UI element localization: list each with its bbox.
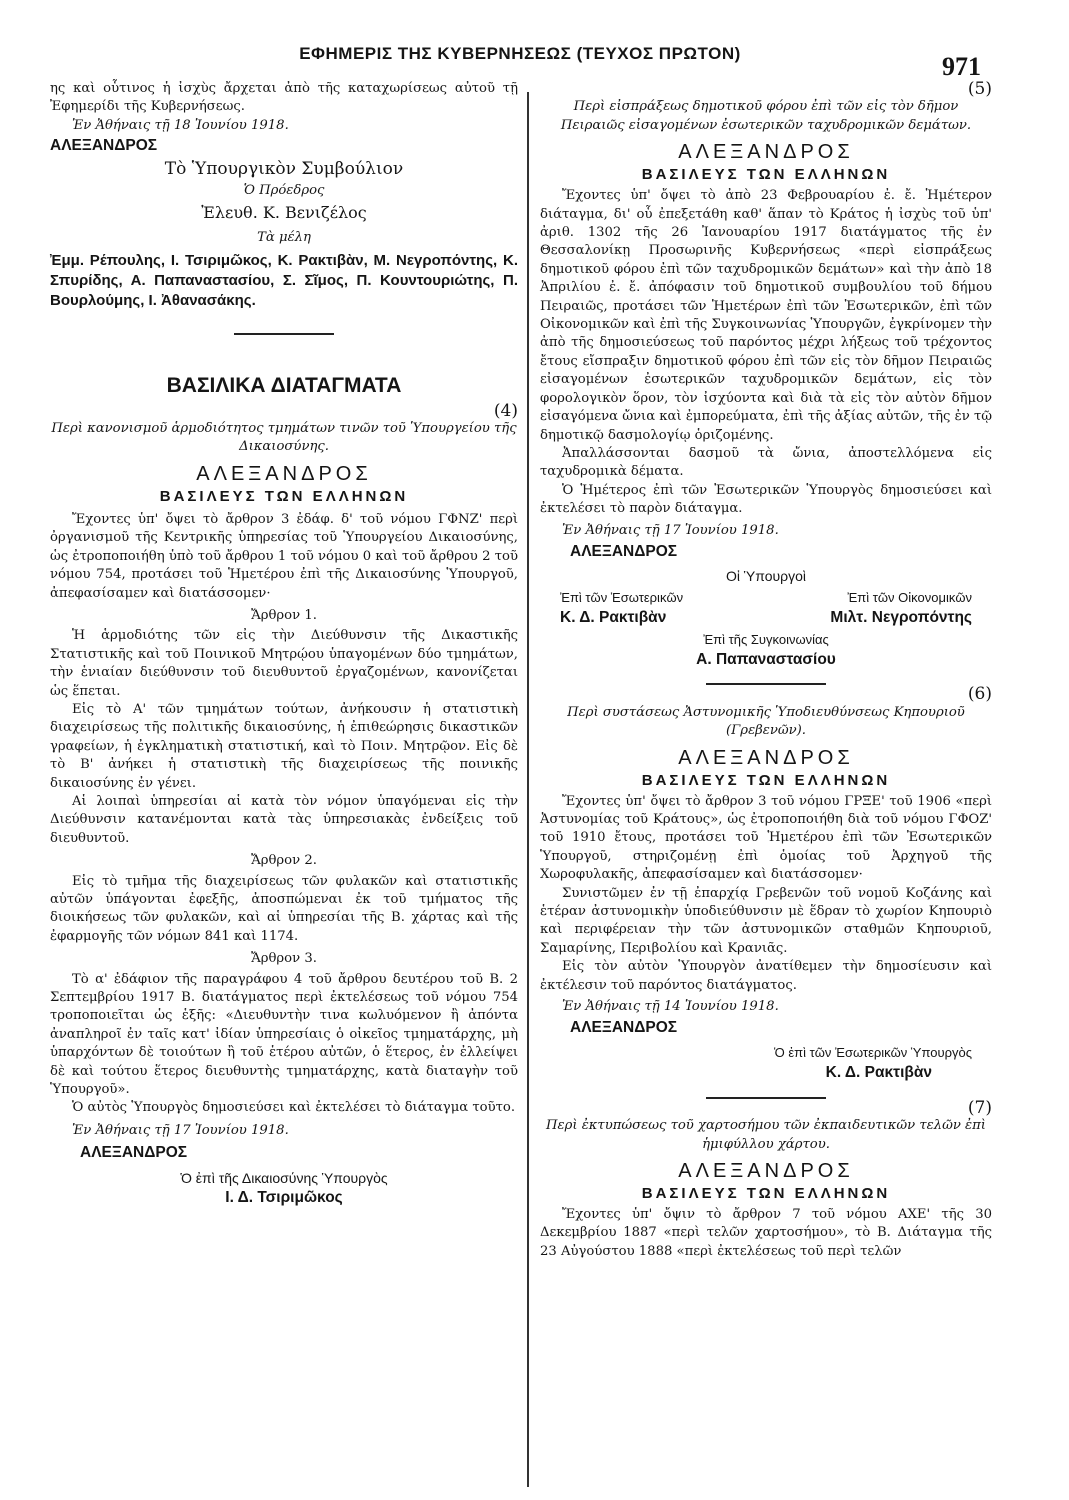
minister-label: Ὁ ἐπὶ τῆς Δικαιοσύνης Ὑπουργὸς bbox=[180, 1169, 388, 1186]
article-text: Τὸ α' ἐδάφιον τῆς παραγράφου 4 τοῦ ἄρθρου δευτέρου τοῦ Β. 2 Σεπτεμβρίου 1917 Β. διατάγματος περὶ ἐκτελέσεως τοῦ νόμου 754 τροποποιεῖται ὡς ἑξῆς: «Διευθυντὴν τινα κωλυόμενον ἢ ἀπόντα ἀναπληροῖ ἐν ταῖς κατ' ἰδίαν ὑπηρεσίαις ὁ οἰκεῖος τμηματάρχης, μὴ ὑπαρχόντων δὲ τοιούτων ἢ τοῦ ἑτέρου αὐτῶν, ὁ ἕτερος, ἐν ἐλλείψει δὲ καὶ τούτου ἕτερος διευθυντὴς τμηματάρχης, κατὰ διαταγὴν τοῦ Ὑπουργοῦ». bbox=[50, 971, 518, 1098]
decree-number: (4) bbox=[493, 400, 518, 421]
king-signature: ΑΛΕΞΑΝΔΡΟΣ bbox=[570, 542, 678, 560]
section-title: ΒΑΣΙΛΙΚΑ ΔΙΑΤΑΓΜΑΤΑ bbox=[166, 374, 402, 398]
decree-title: Περὶ κανονισμοῦ ἁρμοδιότητος τμημάτων τινῶν τοῦ Ὑπουργείου τῆς Δικαιοσύνης. bbox=[51, 421, 517, 455]
decree-body: Ἀπαλλάσσονται δασμοῦ τὰ ὤνια, ἀποστελλόμενα εἰς ταχυδρομικὰ δέματα. bbox=[540, 445, 992, 480]
left-column bbox=[50, 80, 518, 1208]
separator bbox=[234, 333, 334, 335]
king-name: ΑΛΕΞΑΝΔΡΟΣ bbox=[678, 141, 854, 164]
minister-name: Μιλτ. Νεγροπόντης bbox=[830, 609, 972, 627]
date-line: Ἐν Ἀθήναις τῇ 17 Ἰουνίου 1918. bbox=[562, 522, 779, 538]
minister-name: Κ. Δ. Ρακτιβὰν bbox=[560, 609, 667, 627]
decree-number: (6) bbox=[967, 684, 992, 705]
king-title: ΒΑΣΙΛΕΥΣ ΤΩΝ ΕΛΛΗΝΩΝ bbox=[159, 487, 409, 505]
decree-title: Περὶ ἐκτυπώσεως τοῦ χαρτοσήμου τῶν ἐκπαιδευτικῶν τελῶν ἐπὶ ἡμιφύλλου χάρτου. bbox=[546, 1118, 986, 1152]
king-title: ΒΑΣΙΛΕΥΣ ΤΩΝ ΕΛΛΗΝΩΝ bbox=[641, 771, 891, 789]
date-line: Ἐν Ἀθήναις τῇ 14 Ἰουνίου 1918. bbox=[562, 999, 779, 1015]
ministers-labels-row bbox=[540, 589, 992, 607]
king-title: ΒΑΣΙΛΕΥΣ ΤΩΝ ΕΛΛΗΝΩΝ bbox=[641, 1184, 891, 1202]
president-label: Ὁ Πρόεδρος bbox=[243, 183, 325, 199]
council-title: Τὸ Ὑπουργικὸν Συμβούλιον bbox=[164, 158, 404, 179]
minister-label: Ἐπὶ τῶν Οἰκονομικῶν bbox=[847, 589, 972, 605]
page-header: ΕΦΗΜΕΡΙΣ ΤΗΣ ΚΥΒΕΡΝΗΣΕΩΣ (ΤΕΥΧΟΣ ΠΡΩΤΟΝ) bbox=[299, 44, 741, 63]
decree-body: Ἔχοντες ὑπ' ὄψιν τὸ ἄρθρον 7 τοῦ νόμου ΑΧΕ' τῆς 30 Δεκεμβρίου 1887 «περὶ τελῶν χαρτοσήμου», τὸ Β. Διάταγμα τῆς 23 Αὐγούστου 1888 «περὶ ἐκτελέσεως τοῦ περὶ τελῶν bbox=[540, 1206, 992, 1259]
article-heading: Ἄρθρον 3. bbox=[251, 951, 317, 967]
president-name: Ἐλευθ. Κ. Βενιζέλος bbox=[201, 203, 367, 223]
decree-title: Περὶ συστάσεως Ἀστυνομικῆς Ὑποδιευθύνσεως Κηπουριοῦ (Γρεβενῶν). bbox=[567, 704, 965, 739]
closing-text: Ὁ αὐτὸς Ὑπουργὸς δημοσιεύσει καὶ ἐκτελέσει τὸ διάταγμα τοῦτο. bbox=[72, 1100, 516, 1116]
decree-preamble: Ἔχοντες ὑπ' ὄψει τὸ ἄρθρον 3 ἐδάφ. δ' τοῦ νόμου ΓΦΝΖ' περὶ ὀργανισμοῦ τῆς Κεντρικῆς ὑπηρεσίας τοῦ Ὑπουργείου Δικαιοσύνης, ὡς ἐτροποποιήθη ὑπὸ τοῦ ἄρθρου 1 τοῦ νόμου 0 καὶ τοῦ ἄρθρου 2 τοῦ νόμου 754, προτάσει τοῦ Ἡμετέρου ἐπὶ τῆς Δικαιοσύνης Ὑπουργοῦ, ἀπεφασίσαμεν καὶ διατάσσομεν· bbox=[50, 511, 518, 601]
king-name: ΑΛΕΞΑΝΔΡΟΣ bbox=[196, 462, 372, 485]
ministers-names-row bbox=[540, 609, 992, 627]
king-signature: ΑΛΕΞΑΝΔΡΟΣ bbox=[80, 1144, 188, 1162]
article-text: Εἰς τὸ Α' τῶν τμημάτων τούτων, ἀνήκουσιν ἡ στατιστικὴ διαχειρίσεως τῆς πολιτικῆς δικαιοσύνης, ἡ ἐπιθεώρησις δικαστικῶν γραφείων, ἡ ἐγκληματικὴ στατιστική, καὶ τὸ Ποιν. Μητρῷον. Εἰς δὲ τὸ Β' ἀνήκει ἡ στατιστικὴ τῆς διαχειρίσεως τῆς ποινικῆς δικαιοσύνης ἐν γένει. bbox=[50, 701, 518, 791]
page-number: 971 bbox=[942, 52, 981, 81]
article-text: Αἱ λοιπαὶ ὑπηρεσίαι αἱ κατὰ τὸν νόμον ὑπαγόμεναι εἰς τὴν Διεύθυνσιν κατανέμονται κατὰ τὰς ὑπηρεσιακὰς ἐνδείξεις τοῦ διευθυντοῦ. bbox=[50, 793, 518, 846]
date-line: Ἐν Ἀθήναις τῇ 17 Ἰουνίου 1918. bbox=[72, 1122, 289, 1138]
decree-body: Ἔχοντες ὑπ' ὄψει τὸ ἄρθρον 3 τοῦ νόμου ΓΡΞΕ' τοῦ 1906 «περὶ Ἀστυνομίας τοῦ Κράτους», ὡς ἐτροποποιήθη διὰ τοῦ νόμου ΓΦΟΖ' τοῦ 1910 ἔτους, προτάσει τοῦ Ἡμετέρου ἐπὶ τῶν Ἐσωτερικῶν Ὑπουργοῦ, στηριζομένῃ ἐπὶ ὁμοίας τοῦ Ἀρχηγοῦ τῆς Χωροφυλακῆς, ἀπεφασίσαμεν καὶ διατάσσομεν· bbox=[540, 793, 992, 883]
king-signature: ΑΛΕΞΑΝΔΡΟΣ bbox=[570, 1019, 678, 1037]
minister-label: Ἐπὶ τῶν Ἐσωτερικῶν bbox=[560, 589, 684, 605]
date-line: Ἐν Ἀθήναις τῇ 18 Ἰουνίου 1918. bbox=[72, 117, 289, 133]
right-column bbox=[540, 80, 992, 1261]
minister-name: Κ. Δ. Ρακτιβὰν bbox=[825, 1064, 932, 1082]
members-list: Ἐμμ. Ρέπουλης, Ι. Τσιριμῶκος, Κ. Ρακτιβὰν, Μ. Νεγροπόντης, Κ. Σπυρίδης, Α. Παπαναστασίου, Σ. Σῖμος, Π. Κουντουριώτης, Π. Βουρλούμης, Ι. Ἀθανασάκης. bbox=[50, 252, 518, 310]
decree-body: Εἰς τὸν αὐτὸν Ὑπουργὸν ἀνατίθεμεν τὴν δημοσίευσιν καὶ ἐκτέλεσιν τοῦ παρόντος διατάγματος. bbox=[540, 959, 992, 993]
members-label: Τὰ μέλη bbox=[257, 229, 311, 245]
intro-text: ης καὶ οὗτινος ἡ ἰσχὺς ἄρχεται ἀπὸ τῆς καταχωρίσεως αὐτοῦ τῇ Ἐφημερίδι τῆς Κυβερνήσεως. bbox=[50, 81, 518, 115]
article-heading: Ἄρθρον 1. bbox=[251, 607, 317, 623]
column-divider bbox=[527, 92, 529, 1487]
minister-label: Ὁ ἐπὶ τῶν Ἐσωτερικῶν Ὑπουργὸς bbox=[773, 1044, 972, 1060]
minister-name: Ι. Δ. Τσιριμῶκος bbox=[225, 1189, 343, 1207]
decree-body: Συνιστῶμεν ἐν τῇ ἐπαρχίᾳ Γρεβενῶν τοῦ νομοῦ Κοζάνης καὶ ἑτέραν ἀστυνομικὴν ὑποδιεύθυνσιν μὲ ἕδραν τὸ χωρίον Κηπουριὸ καὶ περιφέρειαν τὴν τῶν ἀστυνομικῶν σταθμῶν Κηπουριοῦ, Σαμαρίνης, Περιβολίου καὶ Κρανιᾶς. bbox=[540, 885, 992, 956]
king-name: ΑΛΕΞΑΝΔΡΟΣ bbox=[678, 746, 854, 769]
article-text: Εἰς τὸ τμῆμα τῆς διαχειρίσεως τῶν φυλακῶν καὶ στατιστικῆς αὐτῶν ὑπάγονται ἐφεξῆς, ἀποσπώμεναι ἐκ τοῦ τμήματος τῆς διοικήσεως τῶν φυλακῶν, καὶ αἱ ὑπηρεσίαι τῆς Β. χάρτας καὶ τῆς ἐφαρμογῆς τῶν νόμων 841 καὶ 1174. bbox=[50, 873, 518, 944]
decree-number: (7) bbox=[967, 1097, 992, 1118]
decree-number: (5) bbox=[967, 79, 992, 99]
decree-body: Ἔχοντες ὑπ' ὄψει τὸ ἀπὸ 23 Φεβρουαρίου ἐ. ἔ. Ἡμέτερον διάταγμα, δι' οὗ ἐπεξετάθη καθ' ἅπαν τὸ Κράτος ἡ ἰσχὺς τοῦ ὑπ' ἀριθ. 1302 τῆς 26 Ἰανουαρίου 1917 διατάγματος τῆς ἐν Θεσσαλονίκῃ Προσωρινῆς Κυβερνήσεως «περὶ εἰσπράξεως δημοτικοῦ φόρου ἐπὶ τῶν ταχυδρομικῶν δεμάτων» καὶ τὴν ἀπὸ 18 Ἀπριλίου ἐ. ἔ. ἀπόφασιν τοῦ δημοτικοῦ συμβουλίου τοῦ δήμου Πειραιῶς, προτάσει τῶν Ἡμετέρων ἐπὶ τῶν Ἐσωτερικῶν, ἐπὶ τῶν Οἰκονομικῶν καὶ ἐπὶ τῆς Συγκοινωνίας Ὑπουργῶν, ἐγκρίνομεν τὴν ἀπὸ τῆς δημοσιεύσεως τοῦ παρόντος μέχρι λήξεως τοῦ τρέχοντος ἔτους εἴσπραξιν δημοτικοῦ φόρου ἐπὶ τῶν εἰς τὸν δῆμον Πειραιῶς εἰσαγομένων ἐσωτερικῶν ταχυδρομικῶν δεμάτων, εἰς τὸν φορολογικὸν ὅρον, τὸν ἰσχύοντα καὶ διὰ τὰ εἰς τὸν αὐτὸν δῆμον εἰσαγόμενα ὤνια καὶ ἐμπορεύματα, ἐπὶ τῆς ἀξίας αὐτῶν, τῆς ἐν τῷ δημοτικῷ δασμολογίῳ ὁριζομένης. bbox=[540, 188, 993, 443]
decree-title: Περὶ εἰσπράξεως δημοτικοῦ φόρου ἐπὶ τῶν εἰς τὸν δῆμον Πειραιῶς εἰσαγομένων ἐσωτερικῶν ταχυδρομικῶν δεμάτων. bbox=[560, 99, 972, 133]
article-text: Ἡ ἁρμοδιότης τῶν εἰς τὴν Διεύθυνσιν τῆς Δικαστικῆς Στατιστικῆς καὶ τοῦ Ποινικοῦ Μητρῴου ὑπαγομένων δύο τμημάτων, τὴν ἑνιαίαν διεύθυνσιν τοῦ διευθυντοῦ ἐργαζομένων, κανονίζεται ὡς ἕπεται. bbox=[50, 628, 518, 699]
king-title: ΒΑΣΙΛΕΥΣ ΤΩΝ ΕΛΛΗΝΩΝ bbox=[641, 166, 891, 184]
minister-name: Α. Παπαναστασίου bbox=[696, 650, 836, 668]
king-name: ΑΛΕΞΑΝΔΡΟΣ bbox=[678, 1159, 854, 1182]
minister-label: Ἐπὶ τῆς Συγκοινωνίας bbox=[703, 631, 829, 647]
ministers-label: Οἱ Ὑπουργοὶ bbox=[725, 568, 807, 585]
article-heading: Ἄρθρον 2. bbox=[251, 853, 317, 869]
king-signature: ΑΛΕΞΑΝΔΡΟΣ bbox=[50, 137, 158, 155]
decree-body: Ὁ Ἡμέτερος ἐπὶ τῶν Ἐσωτερικῶν Ὑπουργὸς δημοσιεύσει καὶ ἐκτελέσει τὸ παρὸν διάταγμα. bbox=[540, 482, 992, 517]
